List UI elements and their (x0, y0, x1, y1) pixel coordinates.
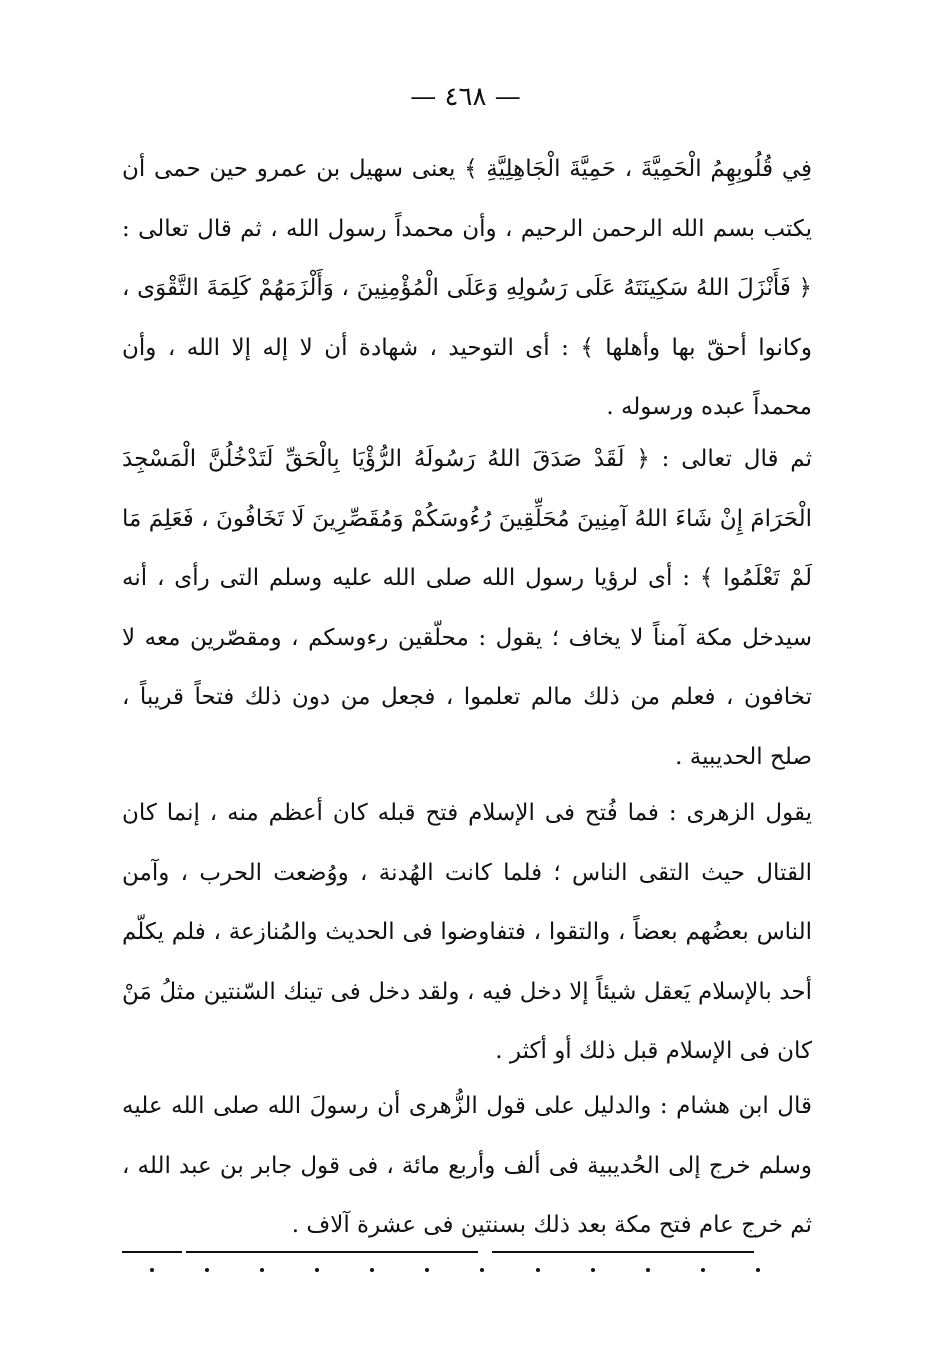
paragraph-1: فِي قُلُوبِهِمُ الْحَمِيَّةَ ، حَمِيَّةَ الْجَاهِلِيَّةِ ﴾ يعنى سهيل بن عمرو حين حمى أن يكتب بسم الله الرحمن الرحيم ، وأن محمداً رسول الله ، ثم قال تعالى : ﴿ فَأَنْزَلَ اللهُ سَكِينَتَهُ عَلَى رَسُولِهِ وَعَلَى الْمُؤْمِنِينَ ، وَأَلْزَمَهُمْ كَلِمَةَ التَّقْوَى ، وكانوا أحقّ بها وأهلها ﴾ : أى التوحيد ، شهادة أن لا إله إلا الله ، وأن محمداً عبده ورسوله . (122, 156, 812, 420)
footer-dot (756, 1268, 760, 1272)
footer-dot (536, 1268, 540, 1272)
footer-dot (370, 1268, 374, 1272)
paragraph-3: يقول الزهرى : فما فُتح فى الإسلام فتح قبله كان أعظم منه ، إنما كان القتال حيث التقى الناس ؛ فلما كانت الهُدنة ، ووُضعت الحرب ، وآمن الناس بعضُهم بعضاً ، والتقوا ، فتفاوضوا فى الحديث والمُنازعة ، فلم يكلّم أحد بالإسلام يَعقل شيئاً إلا دخل فيه ، ولقد دخل فى تينك السّنتين مثلُ مَنْ كان فى الإسلام قبل ذلك أو أكثر . (122, 800, 812, 1064)
footer-rule-short (122, 1251, 182, 1253)
paragraph-2: ثم قال تعالى : ﴿ لَقَدْ صَدَقَ اللهُ رَسُولَهُ الرُّؤْيَا بِالْحَقِّ لَتَدْخُلُنَّ الْمَسْجِدَ الْحَرَامَ إِنْ شَاءَ اللهُ آمِنِينَ مُحَلِّقِينَ رُءُوسَكُمْ وَمُقَصِّرِينَ لَا تَخَافُونَ ، فَعَلِمَ مَا لَمْ تَعْلَمُوا ﴾ : أى لرؤيا رسول الله صلى الله عليه وسلم التى رأى ، أنه سيدخل مكة آمناً لا يخاف ؛ يقول : محلّقين رءوسكم ، ومقصّرين معه لا تخافون ، فعلم من ذلك مالم تعلموا ، فجعل من دون ذلك فتحاً قريباً ، صلح الحديبية . (122, 446, 812, 770)
footer-rule-middle (186, 1251, 478, 1253)
footer-dot (150, 1268, 154, 1272)
footer-dot (315, 1268, 319, 1272)
footer-dot (646, 1268, 650, 1272)
footer-dot (480, 1268, 484, 1272)
footer-dot (591, 1268, 595, 1272)
footer-rule-right (492, 1251, 754, 1253)
footer-dot (425, 1268, 429, 1272)
footer-dot-row (150, 1268, 760, 1272)
paragraph-4: قال ابن هشام : والدليل على قول الزُّهرى أن رسولَ الله صلى الله عليه وسلم خرج إلى الحُديبية فى ألف وأربع مائة ، فى قول جابر بن عبد الله ، ثم خرج عام فتح مكة بعد ذلك بسنتين فى عشرة آلاف . (122, 1093, 812, 1238)
footer-dot (260, 1268, 264, 1272)
page-number: — ٤٦٨ — (410, 82, 521, 112)
footer-dot (701, 1268, 705, 1272)
footer-dot (205, 1268, 209, 1272)
